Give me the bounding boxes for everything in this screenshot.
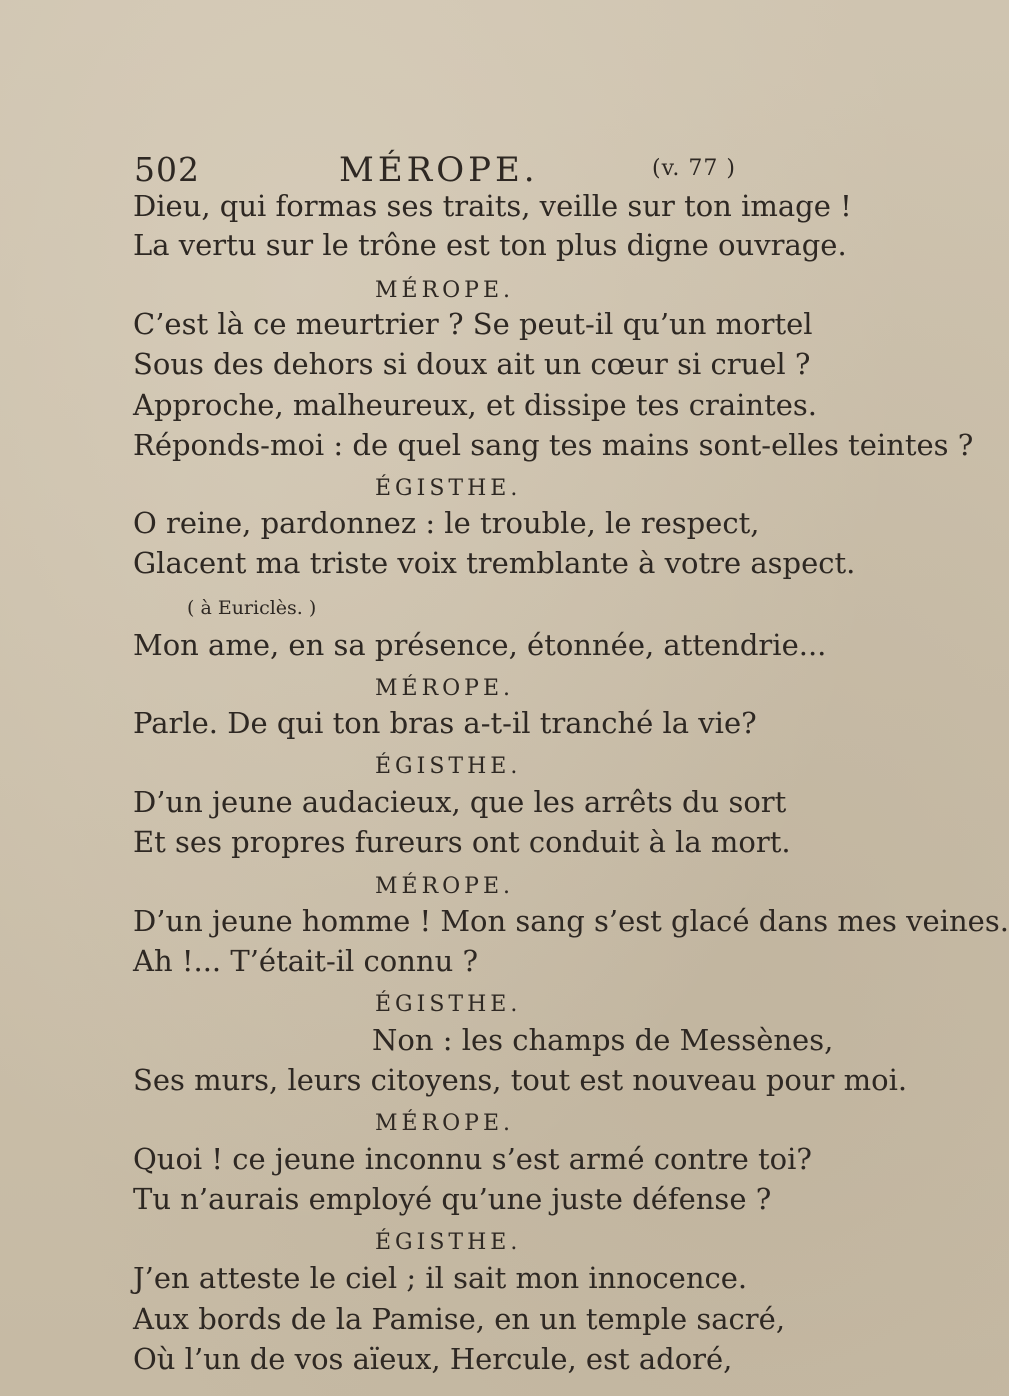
verse-line: Tu n’aurais employé qu’une juste défense ? (133, 1182, 772, 1216)
verse-line: D’un jeune homme ! Mon sang s’est glacé dans mes veines. (133, 904, 1009, 938)
stage-direction: ( à Euriclès. ) (187, 597, 317, 619)
speaker-name: MÉROPE. (375, 676, 515, 701)
speaker-name: MÉROPE. (375, 1111, 515, 1136)
verse-line: Non : les champs de Messènes, (372, 1023, 834, 1057)
verse-line: Ses murs, leurs citoyens, tout est nouveau pour moi. (133, 1063, 908, 1097)
verse-line: C’est là ce meurtrier ? Se peut-il qu’un mortel (133, 307, 813, 341)
speaker-name: ÉGISTHE. (375, 992, 522, 1017)
verse-line: O reine, pardonnez : le trouble, le respect, (133, 506, 760, 540)
verse-line: Sous des dehors si doux ait un cœur si cruel ? (133, 347, 811, 381)
speaker-name: MÉROPE. (375, 874, 515, 899)
verse-line: Glacent ma triste voix tremblante à votre aspect. (133, 546, 856, 580)
speaker-name: ÉGISTHE. (375, 1230, 522, 1255)
speaker-name: ÉGISTHE. (375, 476, 522, 501)
verse-number: (v. 77 ) (652, 156, 736, 181)
verse-line: Approche, malheureux, et dissipe tes craintes. (133, 388, 818, 422)
speaker-name: MÉROPE. (375, 278, 515, 303)
verse-line: Mon ame, en sa présence, étonnée, attendrie... (133, 628, 827, 662)
verse-line: Parle. De qui ton bras a-t-il tranché la vie? (133, 706, 757, 740)
verse-line: D’un jeune audacieux, que les arrêts du sort (133, 785, 787, 819)
verse-line: Où l’un de vos aïeux, Hercule, est adoré, (133, 1342, 733, 1376)
verse-line: Ah !... T’était-il connu ? (133, 944, 479, 978)
verse-line: Aux bords de la Pamise, en un temple sacré, (133, 1302, 786, 1336)
verse-line: Réponds-moi : de quel sang tes mains sont-elles teintes ? (133, 428, 974, 462)
speaker-name: ÉGISTHE. (375, 754, 522, 779)
verse-line: Dieu, qui formas ses traits, veille sur ton image ! (133, 189, 852, 223)
page-number: 502 (134, 150, 200, 189)
verse-line: Et ses propres fureurs ont conduit à la mort. (133, 825, 791, 859)
page-header (134, 150, 736, 190)
verse-line: La vertu sur le trône est ton plus digne ouvrage. (133, 228, 847, 262)
verse-line: J’en atteste le ciel ; il sait mon innocence. (133, 1261, 748, 1295)
verse-line: Quoi ! ce jeune inconnu s’est armé contre toi? (133, 1142, 812, 1176)
running-title: MÉROPE. (339, 150, 539, 190)
